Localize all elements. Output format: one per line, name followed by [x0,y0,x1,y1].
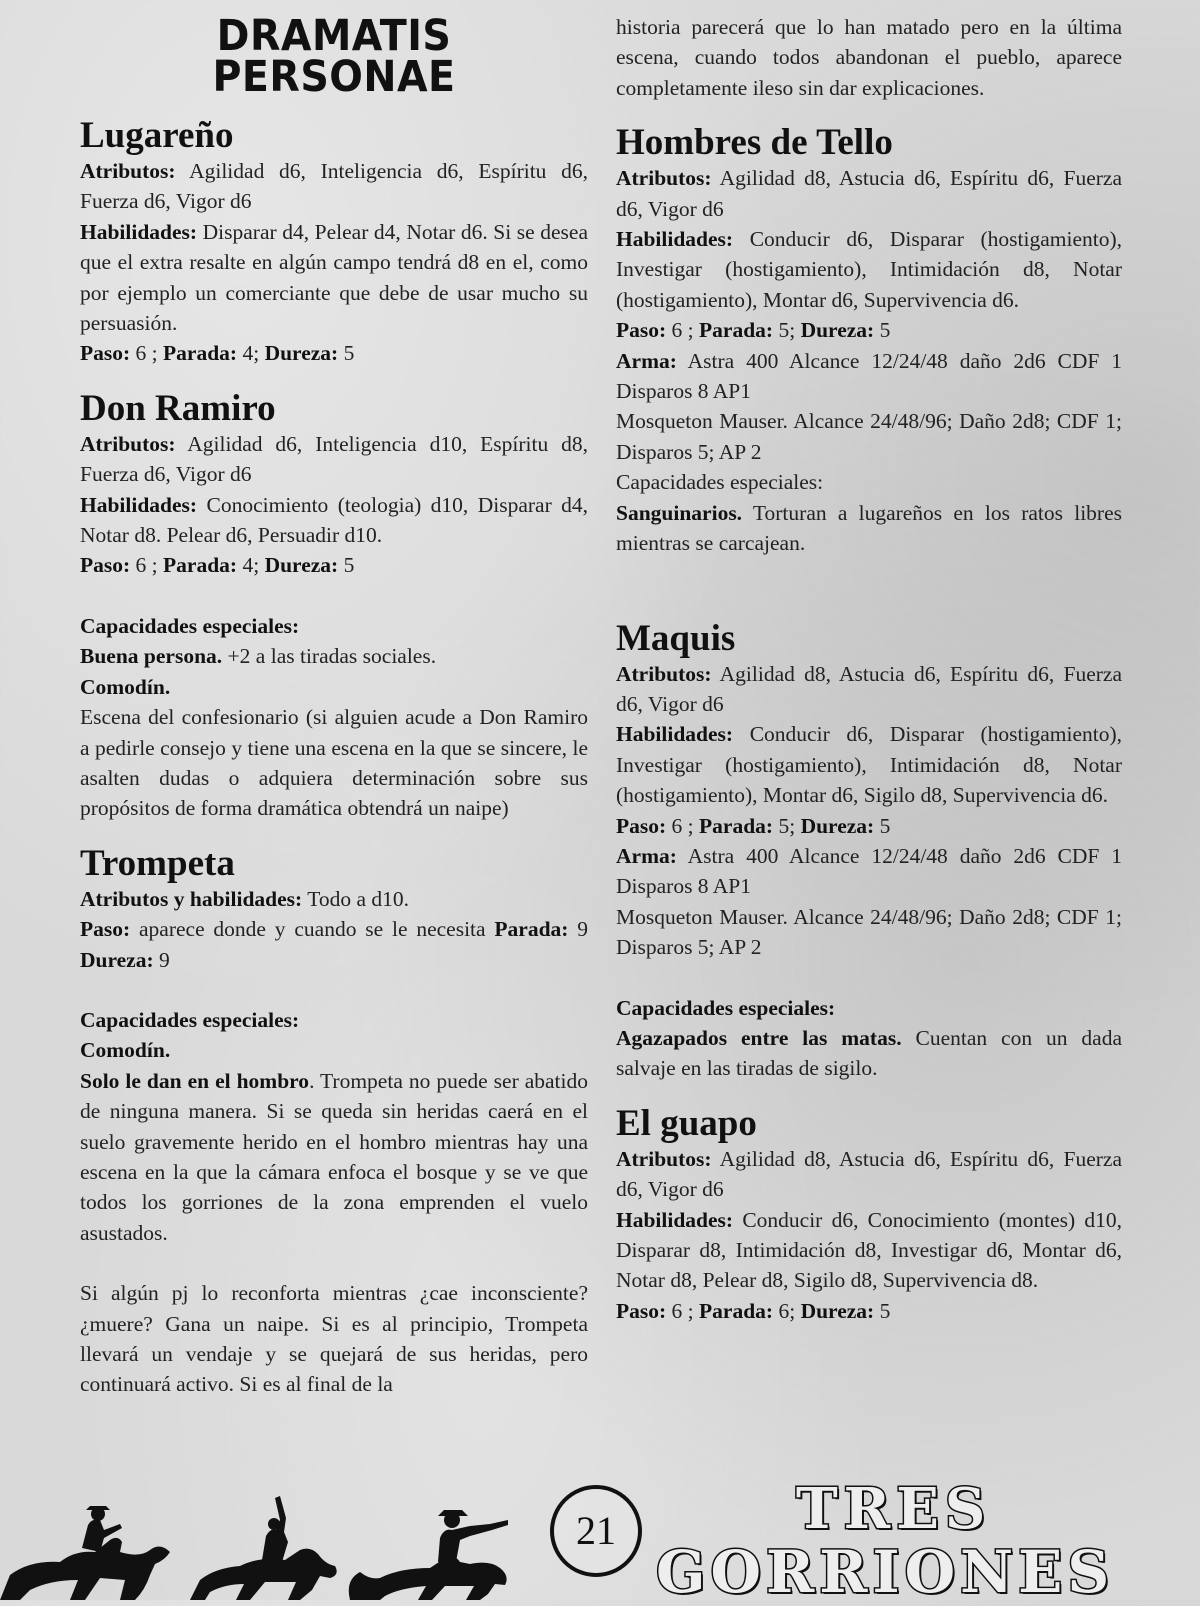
ramiro-stats: Paso: 6 ; Parada: 4; Dureza: 5 [80,553,355,578]
horse-riders-silhouette-icon [0,1480,560,1600]
heading-maquis: Maquis [616,617,736,659]
maquis-capacidades-label: Capacidades especiales: [616,995,836,1020]
trompeta-continuation: historia parecerá que lo han matado pero en la última escena, cuando todos abandonan el pueblo, aparece completamente ileso sin dar explicaciones. [616,15,1122,100]
lugareno-habilidades: Habilidades: Disparar d4, Pelear d4, Notar d6. Si se desea que el extra resalte en algún campo tendrá d8 en el, como por ejemplo un comerciante que debe de usar mucho su persuasión. [80,219,588,336]
page-title [100,11,567,102]
guapo-stats: Paso: 6 ; Parada: 6; Dureza: 5 [616,1298,891,1323]
trompeta-comodin: Comodín. [80,1038,171,1063]
tello-arma: Arma: Astra 400 Alcance 12/24/48 daño 2d6 CDF 1 Disparos 8 AP1 [616,348,1122,404]
trompeta-capacidades-label: Capacidades especiales: [80,1007,300,1032]
ramiro-buena-persona: Buena persona. +2 a las tiradas sociales. [80,644,437,669]
ramiro-escena: Escena del confesionario (si alguien acude a Don Ramiro a pedirle consejo y tiene una escena en la que se sincere, le asalten dudas o adquiera determinación sobre sus propósitos de forma dramática obtendrá un naipe) [80,705,588,821]
lugareno-stats: Paso: 6 ; Parada: 4; Dureza: 5 [80,341,355,366]
ramiro-habilidades: Habilidades: Conocimiento (teologia) d10, Disparar d4, Notar d8. Pelear d6, Persuadir d10. [80,492,588,548]
maquis-habilidades: Habilidades: Conducir d6, Disparar (hostigamiento), Investigar (hostigamiento), Intimidación d8, Notar (hostigamiento), Montar d6, Sigilo d8, Supervivencia d6. [616,722,1122,808]
maquis-arma: Arma: Astra 400 Alcance 12/24/48 daño 2d6 CDF 1 Disparos 8 AP1 [616,843,1122,899]
maquis-agazapados: Agazapados entre las matas. Cuentan con un dada salvaje en las tiradas de sigilo. [616,1025,1123,1081]
lugareno-atributos: Atributos: Agilidad d6, Inteligencia d6, Espíritu d6, Fuerza d6, Vigor d6 [80,159,588,214]
page-number: 21 [550,1485,642,1577]
ramiro-comodin: Comodín. [80,674,171,699]
left-column [80,12,588,1400]
tello-habilidades: Habilidades: Conducir d6, Disparar (hostigamiento), Investigar (hostigamiento), Intimidación d8, Notar (hostigamiento), Montar d6, Supervivencia d6. [616,227,1122,312]
maquis-atributos: Atributos: Agilidad d8, Astucia d6, Espíritu d6, Fuerza d6, Vigor d6 [616,661,1122,716]
tello-mosqueton: Mosqueton Mauser. Alcance 24/48/96; Daño 2d8; CDF 1; Disparos 5; AP 2 [616,409,1122,464]
tello-capacidades-label: Capacidades especiales: [616,470,824,495]
heading-lugareno: Lugareño [80,115,234,156]
heading-hombres-de-tello: Hombres de Tello [616,122,893,164]
trompeta-hombro: Solo le dan en el hombro. Trompeta no puede ser abatido de ninguna manera. Si se queda sin heridas caerá en el suelo gravemente herido en el hombro mientras hay una escena en la que la cámara enfoca el bosque y se ve que todos los gorriones de la zona emprenden el vuelo asustados. [80,1068,589,1245]
brand-logo-line-1: TRES [796,1476,992,1542]
tello-atributos: Atributos: Agilidad d8, Astucia d6, Espíritu d6, Fuerza d6, Vigor d6 [616,166,1122,221]
heading-don-ramiro: Don Ramiro [80,387,276,429]
tello-stats: Paso: 6 ; Parada: 5; Dureza: 5 [616,318,891,343]
heading-el-guapo: El guapo [616,1102,757,1144]
right-column [616,12,1122,1326]
trompeta-stats: Paso: aparece donde y cuando se le necesita Parada: 9 Dureza: 9 [80,917,589,972]
title-line-2: PERSONAE [212,52,456,102]
trompeta-pj-text: Si algún pj lo reconforta mientras ¿cae inconsciente? ¿muere? Gana un naipe. Si es al principio, Trompeta llevará un vendaje y se quejará de sus heridas, pero continuará activo. Si es al final de la [80,1281,588,1397]
guapo-habilidades: Habilidades: Conducir d6, Conocimiento (montes) d10, Disparar d8, Intimidación d8, Investigar d6, Montar d6, Notar d8, Pelear d8, Sigilo d8, Supervivencia d8. [616,1207,1122,1293]
maquis-stats: Paso: 6 ; Parada: 5; Dureza: 5 [616,813,891,838]
title-line-1: DRAMATIS [216,11,452,61]
brand-logo-line-2: GORRIONES [656,1538,1115,1606]
guapo-atributos: Atributos: Agilidad d8, Astucia d6, Espíritu d6, Fuerza d6, Vigor d6 [616,1146,1122,1202]
trompeta-atributos: Atributos y habilidades: Todo a d10. [80,886,410,911]
heading-trompeta: Trompeta [80,842,235,884]
ramiro-capacidades-label: Capacidades especiales: [80,613,300,638]
tello-sanguinarios: Sanguinarios. Torturan a lugareños en los ratos libres mientras se carcajean. [616,500,1122,556]
maquis-mosqueton: Mosqueton Mauser. Alcance 24/48/96; Daño 2d8; CDF 1; Disparos 5; AP 2 [616,904,1122,960]
ramiro-atributos: Atributos: Agilidad d6, Inteligencia d10, Espíritu d8, Fuerza d6, Vigor d6 [80,431,588,487]
